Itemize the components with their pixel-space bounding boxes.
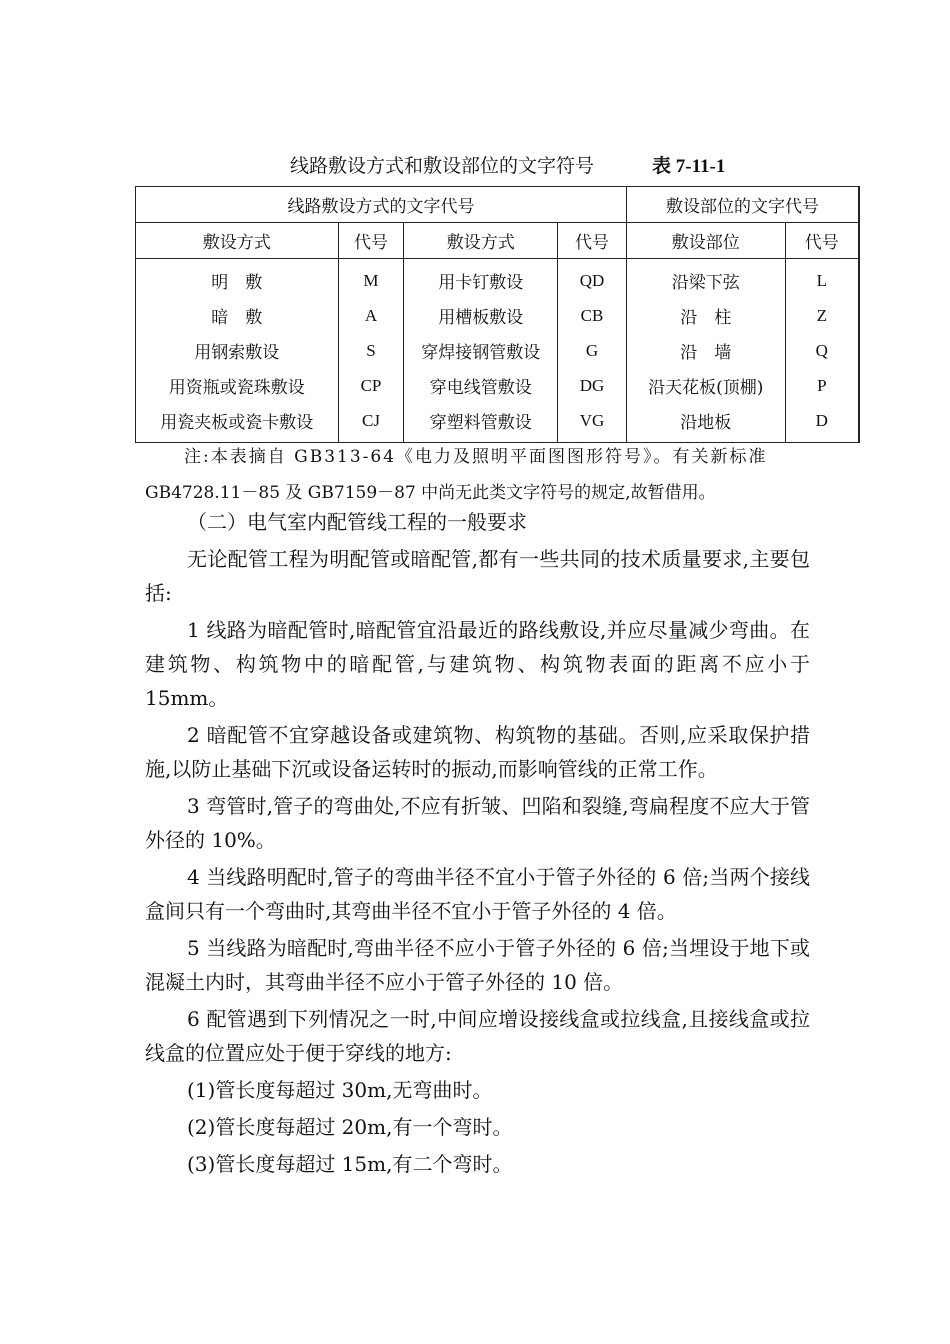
table-cell: 穿塑料管敷设 [404, 403, 558, 443]
table-cell: CB [558, 298, 627, 333]
table-cell: 沿地板 [626, 403, 785, 443]
table-row [136, 333, 860, 368]
table-cell: P [785, 368, 859, 403]
list-item: (1)管长度每超过 30m,无弯曲时。 [187, 1078, 493, 1102]
table-cell: 穿电线管敷设 [404, 368, 558, 403]
paragraph: 3 弯管时,管子的弯曲处,不应有折皱、凹陷和裂缝,弯扁程度不应大于管外径的 10%。 [145, 794, 810, 852]
table-number: 表 7-11-1 [652, 156, 726, 177]
table-cell: 沿 柱 [626, 298, 785, 333]
table-cell: G [558, 333, 627, 368]
table-cell: 沿梁下弦 [626, 259, 785, 299]
table-cell: S [338, 333, 404, 368]
paragraph: 2 暗配管不宜穿越设备或建筑物、构筑物的基础。否则,应采取保护措施,以防止基础下沉或设备运转时的振动,而影响管线的正常工作。 [145, 723, 810, 781]
table-cell: 用瓷夹板或瓷卡敷设 [136, 403, 339, 443]
table-cell: 用卡钉敷设 [404, 259, 558, 299]
table-cell: VG [558, 403, 627, 443]
body-text [145, 505, 810, 1181]
table-cell: 沿 墙 [626, 333, 785, 368]
table-cell: DG [558, 368, 627, 403]
table-cell: CJ [338, 403, 404, 443]
group-header-laying-method: 线路敷设方式的文字代号 [136, 187, 627, 223]
table-row [136, 259, 860, 299]
table-row [136, 298, 860, 333]
group-header-laying-location: 敷设部位的文字代号 [626, 187, 859, 223]
column-header: 敷设方式 [404, 223, 558, 259]
table-cell: 用资瓶或瓷珠敷设 [136, 368, 339, 403]
table-cell: 暗 敷 [136, 298, 339, 333]
paragraph: 1 线路为暗配管时,暗配管宜沿最近的路线敷设,并应尽量减少弯曲。在建筑物、构筑物中的暗配管,与建筑物、构筑物表面的距离不应小于 15mm。 [145, 618, 810, 710]
table-cell: A [338, 298, 404, 333]
table-note-line-2: GB4728.11－85 及 GB7159－87 中尚无此类文字符号的规定,故暂借用。 [145, 483, 716, 503]
table-cell: 穿焊接钢管敷设 [404, 333, 558, 368]
list-item: (2)管长度每超过 20m,有一个弯时。 [187, 1115, 513, 1139]
table-cell: L [785, 259, 859, 299]
paragraph: 6 配管遇到下列情况之一时,中间应增设接线盒或拉线盒,且接线盒或拉线盒的位置应处于便于穿线的地方: [145, 1007, 810, 1065]
table-note-line-1: 注:本表摘自 GB313-64《电力及照明平面图图形符号》。有关新标准 [184, 447, 768, 467]
table-cell: QD [558, 259, 627, 299]
table-row [136, 403, 860, 443]
section-heading: （二）电气室内配管线工程的一般要求 [187, 510, 527, 534]
list-item: (3)管长度每超过 15m,有二个弯时。 [187, 1152, 513, 1176]
paragraph: 5 当线路为暗配时,弯曲半径不应小于管子外径的 6 倍;当埋设于地下或混凝土内时，其弯曲半径不应小于管子外径的 10 倍。 [145, 936, 810, 994]
table-title [290, 151, 725, 178]
paragraph: 4 当线路明配时,管子的弯曲半径不宜小于管子外径的 6 倍;当两个接线盒间只有一个弯曲时,其弯曲半径不宜小于管子外径的 4 倍。 [145, 865, 810, 923]
table-cell: 沿天花板(顶棚) [626, 368, 785, 403]
column-header: 敷设方式 [136, 223, 339, 259]
table-cell: M [338, 259, 404, 299]
column-header: 代号 [558, 223, 627, 259]
table-cell: 用钢索敷设 [136, 333, 339, 368]
symbol-table [135, 186, 860, 443]
table-cell: Q [785, 333, 859, 368]
table-cell: D [785, 403, 859, 443]
table-title-text: 线路敷设方式和敷设部位的文字符号 [290, 155, 595, 177]
table-cell: 用槽板敷设 [404, 298, 558, 333]
column-header: 代号 [338, 223, 404, 259]
table-cell: 明 敷 [136, 259, 339, 299]
column-header: 敷设部位 [626, 223, 785, 259]
paragraph: 无论配管工程为明配管或暗配管,都有一些共同的技术质量要求,主要包括: [145, 547, 810, 605]
table-row [136, 368, 860, 403]
table-cell: CP [338, 368, 404, 403]
column-header: 代号 [785, 223, 859, 259]
table-cell: Z [785, 298, 859, 333]
